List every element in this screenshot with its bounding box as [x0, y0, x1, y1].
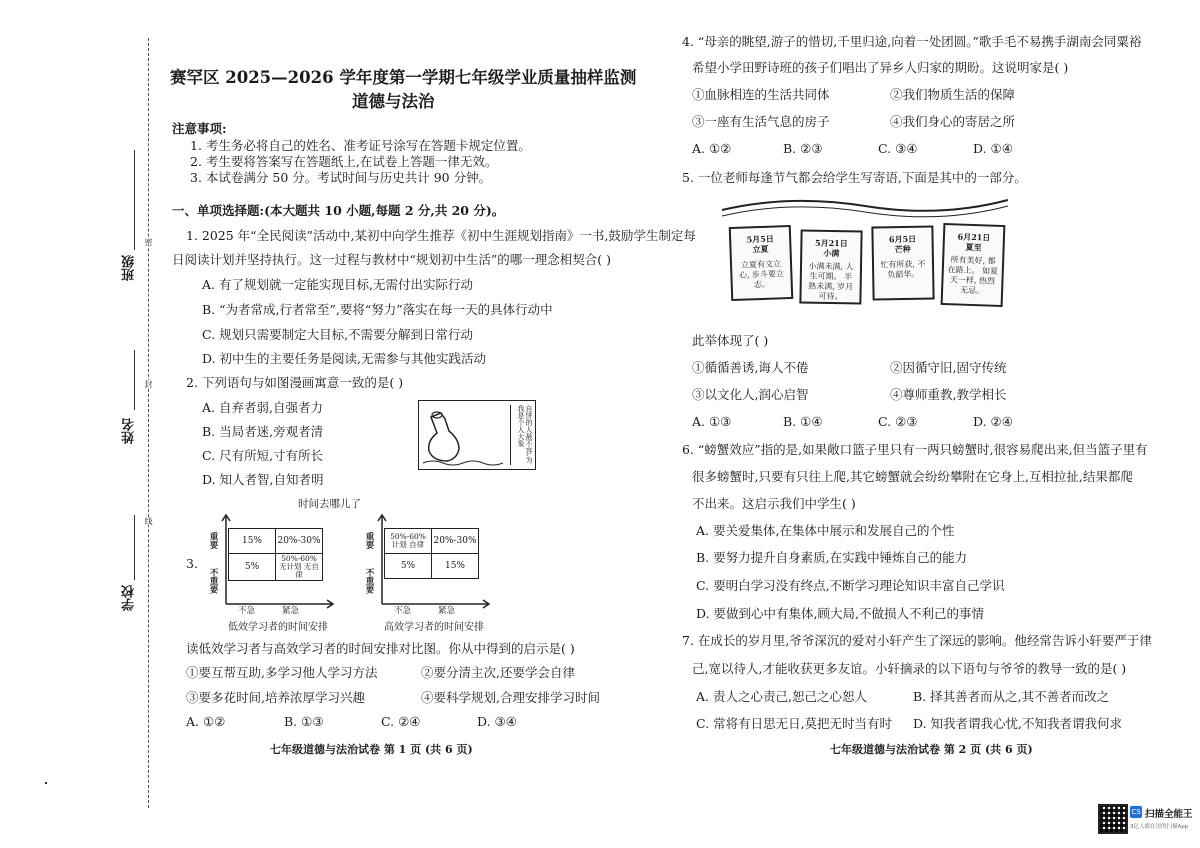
tag-4-term: 夏至 [965, 241, 982, 253]
tag-2-date: 5月21日 [814, 237, 848, 249]
q3-stem: 读低效学习者与高效学习者的时间安排对比图。你从中得到的启示是( ) [186, 641, 575, 656]
q1-option-b: B. “为者常成,行者常至”,要将“努力”落实在每一天的具体行动中 [202, 302, 553, 317]
exam-subject: 道德与法治 [352, 92, 435, 111]
binding-dashed-line [148, 38, 149, 808]
right-x-urgent: 紧急 [438, 606, 456, 616]
left-quadrant-grid [228, 528, 323, 581]
tag-2-message: 小满未满, 人生可期。 半熟未满, 岁月可待。 [808, 261, 854, 302]
q5-stem: 5. 一位老师每逢节气都会给学生写寄语,下面是其中的一部分。 [682, 170, 1027, 185]
q6-stem-line2: 很多螃蟹时,只要有只往上爬,其它螃蟹就会纷纷攀附在它身上,互相拉扯,结果都爬 [692, 469, 1133, 484]
left-cell-unimportant-urgent: 50%-60% 无计划 无自律 [276, 554, 323, 581]
q6-stem-line1: 6. “螃蟹效应”指的是,如果敞口篮子里只有一两只螃蟹时,很容易爬出来,但当篮子里有 [682, 442, 1148, 457]
left-cell-important-urgent: 20%-30% [276, 529, 323, 554]
left-caption: 低效学习者的时间安排 [228, 622, 328, 633]
seal-mark-xian: 线 [144, 517, 153, 525]
left-y-top: 重要 [208, 532, 218, 549]
class-fill-line [134, 150, 135, 250]
q1-option-c: C. 规划只需要制定大目标,不需要分解到日常行动 [202, 327, 474, 342]
q5-option-b: B. ①④ [783, 414, 823, 429]
qr-code-icon [1098, 804, 1128, 834]
name-fill-line [134, 350, 135, 410]
exam-title: 赛罕区 2025—2026 学年度第一学期七年级学业质量抽样监测 [170, 68, 637, 87]
q1-option-d: D. 初中生的主要任务是阅读,无需参与其他实践活动 [202, 351, 486, 366]
solar-tag-2 [799, 229, 862, 304]
q3-statement-2: ②要分清主次,还要学会自律 [421, 665, 575, 680]
q3-left-chart [206, 512, 336, 632]
seal-mark-mi: 密 [144, 238, 153, 246]
q6-stem-line3: 不出来。这启示我们中学生( ) [692, 496, 856, 511]
scanner-logo-icon: CS [1131, 808, 1141, 816]
notice-1: 1. 考生务必将自己的姓名、准考证号涂写在答题卡规定位置。 [190, 138, 531, 153]
q5-tags-illustration [720, 190, 1010, 320]
page-2 [600, 0, 1200, 848]
q2-option-d: D. 知人者智,自知者明 [202, 472, 324, 487]
school-fill-line [134, 515, 135, 580]
tag-1-term: 立夏 [752, 243, 769, 255]
solar-tag-4 [941, 223, 1006, 307]
q5-statement-2: ②因循守旧,固守传统 [890, 360, 1007, 375]
tag-3-date: 6月5日 [888, 233, 917, 245]
left-x-notfast: 不急 [238, 606, 256, 616]
right-caption: 高效学习者的时间安排 [384, 622, 484, 633]
q4-option-b: B. ②③ [783, 141, 823, 156]
right-quadrant-grid [384, 528, 479, 579]
q3-chart-title: 时间去哪儿了 [298, 498, 361, 510]
q3-statement-3: ③要多花时间,培养浓厚学习兴趣 [186, 690, 365, 705]
q7-option-a: A. 责人之心责己,恕己之心恕人 [696, 689, 867, 704]
scanner-brand: 扫描全能王 [1145, 809, 1193, 820]
q3-option-a: A. ①② [186, 714, 226, 729]
q4-statement-4: ④我们身心的寄居之所 [890, 114, 1016, 129]
q5-option-c: C. ②③ [878, 414, 918, 429]
cartoon-caption: 自饼的人最不容,为我是个人大象 [510, 405, 533, 465]
q4-statement-3: ③一座有生活气息的房子 [692, 114, 830, 129]
q4-option-d: D. ①④ [973, 141, 1013, 156]
right-cell-unimportant-urgent: 15% [432, 554, 479, 579]
q3-option-d: D. ③④ [477, 714, 517, 729]
q6-option-a: A. 要关爱集体,在集体中展示和发展自己的个性 [696, 523, 955, 538]
tag-3-term: 芒种 [894, 243, 911, 255]
q3-option-b: B. ①③ [284, 714, 324, 729]
q7-option-d: D. 知我者谓我心忧,不知我者谓我何求 [913, 716, 1122, 731]
q4-option-a: A. ①② [692, 141, 732, 156]
q7-option-c: C. 常将有日思无日,莫把无时当有时 [696, 716, 893, 731]
q2-option-c: C. 尺有所短,寸有所长 [202, 448, 324, 463]
q7-stem-line2: 己,宽以待人,才能收获更多友谊。小轩摘录的以下语句与爷爷的教导一致的是( ) [692, 661, 1127, 676]
page-2-footer: 七年级道德与法治试卷 第 2 页 (共 6 页) [830, 743, 1033, 756]
left-cell-unimportant-notfast: 5% [229, 554, 276, 581]
q2-cartoon [418, 400, 536, 470]
q7-option-b: B. 择其善者而从之,其不善者而改之 [913, 689, 1110, 704]
right-y-top: 重要 [364, 532, 374, 549]
q3-option-c: C. ②④ [381, 714, 421, 729]
q5-option-d: D. ②④ [973, 414, 1013, 429]
left-x-urgent: 紧急 [282, 606, 300, 616]
q7-stem-line1: 7. 在成长的岁月里,爷爷深沉的爱对小轩产生了深远的影响。他经常告诉小轩要严于律 [682, 633, 1152, 648]
scanner-tagline: 3亿人都在用的扫描App [1130, 824, 1189, 830]
q5-statement-1: ①循循善诱,诲人不倦 [692, 360, 809, 375]
q6-option-d: D. 要做到心中有集体,顾大局,不做损人不利己的事情 [696, 606, 984, 621]
q4-stem-line1: 4. “母亲的眺望,游子的惜切,千里归途,向着一处团圆。”歌手毛不易携手湖南会同粟裕 [682, 34, 1142, 49]
page-1-footer: 七年级道德与法治试卷 第 1 页 (共 6 页) [270, 743, 473, 756]
left-y-bottom: 不重要 [208, 568, 218, 594]
right-cell-unimportant-notfast: 5% [385, 554, 432, 579]
tag-4-date: 6月21日 [957, 231, 991, 243]
right-x-notfast: 不急 [394, 606, 412, 616]
q3-statement-1: ①要互帮互助,多学习他人学习方法 [186, 665, 378, 680]
tag-1-date: 5月5日 [746, 233, 774, 245]
class-label: 班级 [122, 255, 137, 281]
q3-statement-4: ④要科学规划,合理安排学习时间 [421, 690, 600, 705]
name-label: 姓名 [122, 418, 137, 444]
scan-dot [45, 782, 47, 784]
q3-number: 3. [186, 556, 198, 571]
q6-option-b: B. 要努力提升自身素质,在实践中锤炼自己的能力 [696, 550, 968, 565]
tag-4-message: 所有美好, 都在路上。 如夏天一样, 热烈无忌。 [947, 255, 999, 296]
school-label: 学校 [122, 585, 137, 611]
q4-statement-2: ②我们物质生活的保障 [890, 87, 1016, 102]
solar-tag-3 [871, 225, 934, 300]
right-cell-important-urgent: 20%-30% [432, 529, 479, 554]
seal-mark-feng: 封 [144, 380, 153, 388]
tag-2-term: 小满 [823, 247, 840, 259]
section-heading: 一、单项选择题:(本大题共 10 小题,每题 2 分,共 20 分)。 [172, 203, 505, 218]
tag-1-message: 立夏有文立心, 步斗要立志。 [738, 259, 785, 290]
q1-option-a: A. 有了规划就一定能实现目标,无需付出实际行动 [202, 277, 473, 292]
q5-statement-3: ③以文化人,润心启智 [692, 387, 809, 402]
q2-option-b: B. 当局者迷,旁观者清 [202, 424, 324, 439]
q6-option-c: C. 要明白学习没有终点,不断学习理论知识丰富自己学识 [696, 578, 1005, 593]
q2-option-a: A. 自弃者弱,自强者力 [202, 400, 323, 415]
left-cell-important-notfast: 15% [229, 529, 276, 554]
q5-statement-4: ④尊师重教,教学相长 [890, 387, 1007, 402]
solar-tag-1 [729, 225, 794, 301]
notice-2: 2. 考生要将答案写在答题纸上,在试卷上答题一律无效。 [190, 154, 498, 169]
right-y-bottom: 不重要 [364, 568, 374, 594]
q4-stem-line2: 希望小学田野诗班的孩子们唱出了异乡人归家的期盼。这说明家是( ) [692, 60, 1069, 75]
q1-stem-line1: 1. 2025 年“全民阅读”活动中,某初中向学生推荐《初中生涯规划指南》一书,鼓励学生制定每 [186, 228, 696, 243]
q4-option-c: C. ③④ [878, 141, 918, 156]
tag-3-message: 忙有所获, 不负韶华。 [880, 259, 926, 280]
notice-3: 3. 本试卷满分 50 分。考试时间与历史共计 90 分钟。 [190, 170, 492, 185]
notice-title: 注意事项: [172, 121, 227, 136]
q1-stem-line2: 日阅读计划并坚持执行。这一过程与教材中“规划初中生活”的哪一理念相契合( ) [172, 252, 612, 267]
q3-right-chart [362, 512, 492, 632]
q5-option-a: A. ①③ [692, 414, 732, 429]
q2-stem: 2. 下列语句与如图漫画寓意一致的是( ) [186, 375, 404, 390]
q5-stem-2: 此举体现了( ) [692, 333, 769, 348]
q4-statement-1: ①血脉相连的生活共同体 [692, 87, 830, 102]
right-cell-important-notfast: 50%-60% 计划 自律 [385, 529, 432, 554]
